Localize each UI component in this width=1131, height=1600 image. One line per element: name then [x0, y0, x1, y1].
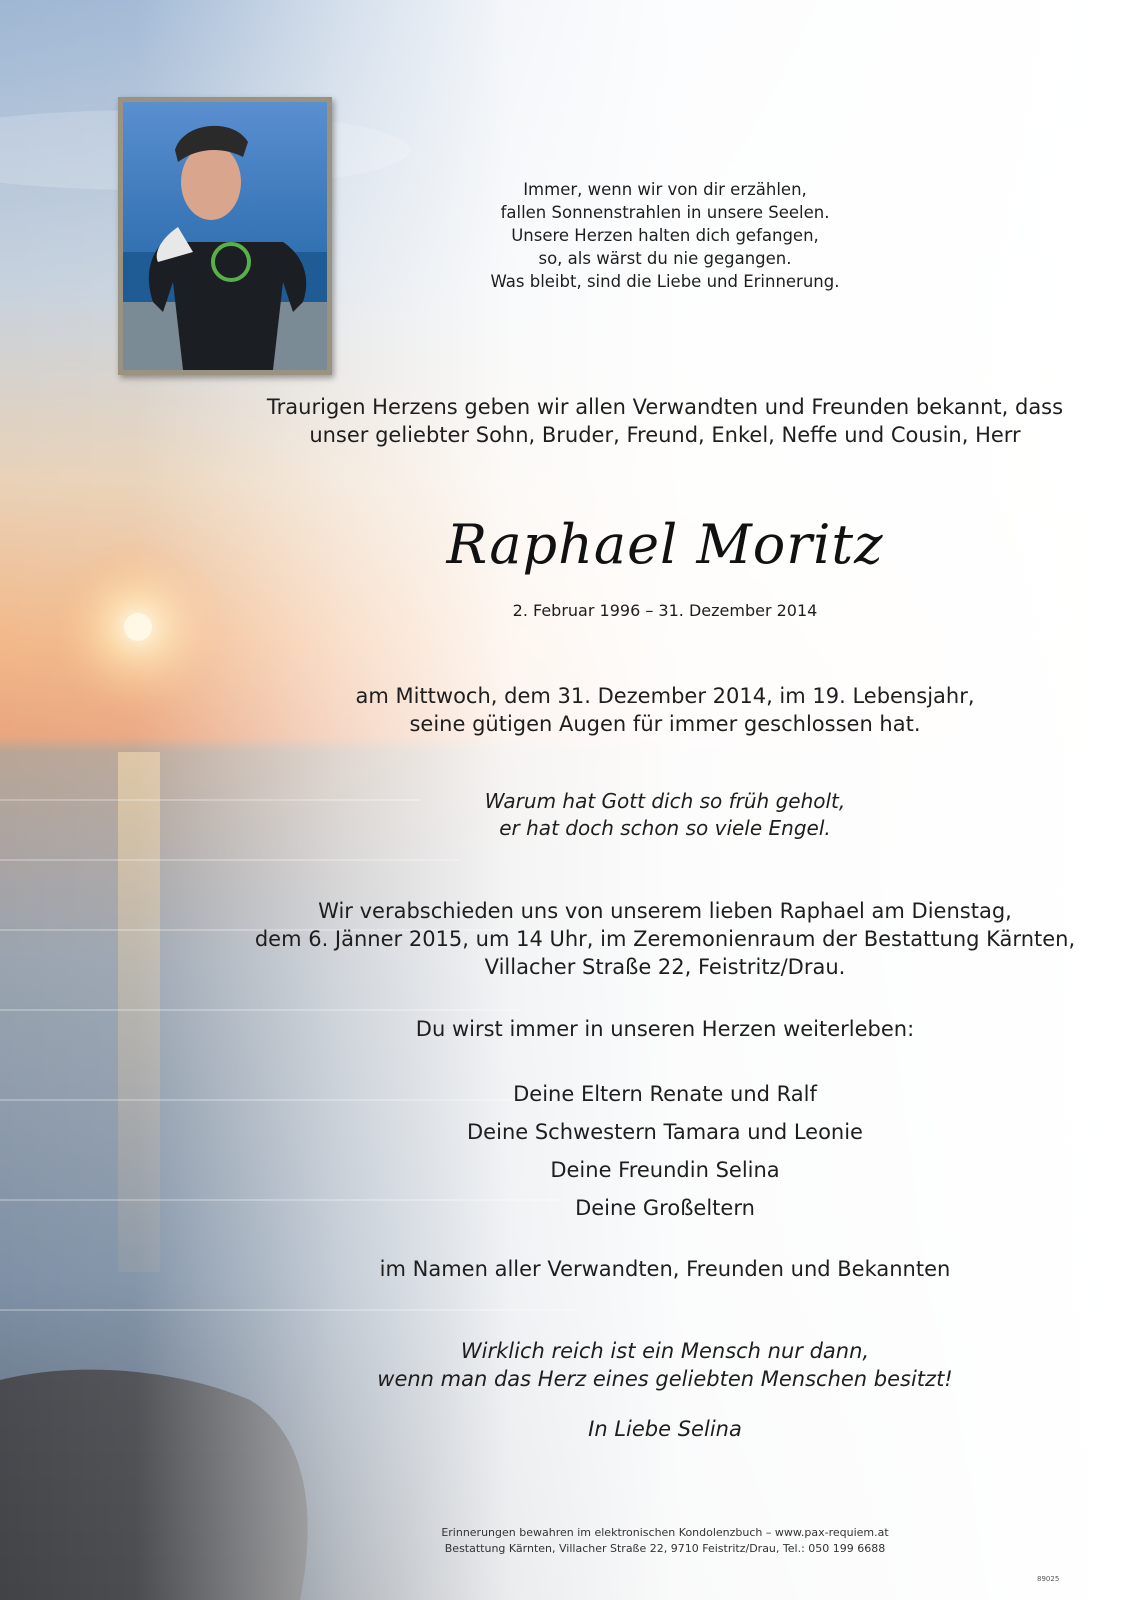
deceased-name: Raphael Moritz	[446, 513, 884, 576]
intro-line: unser geliebter Sohn, Bruder, Freund, Enkel, Neffe und Cousin, Herr	[309, 423, 1021, 447]
portrait-photo-icon	[123, 102, 327, 370]
funeral-details	[240, 897, 1090, 981]
poem-line: Unsere Herzen halten dich gefangen,	[511, 226, 819, 245]
death-line: am Mittwoch, dem 31. Dezember 2014, im 19. Lebensjahr,	[355, 684, 975, 708]
mourner-item: Deine Eltern Renate und Ralf	[513, 1082, 817, 1106]
poem-line: Was bleibt, sind die Liebe und Erinnerung.	[490, 272, 840, 291]
mourners-list	[400, 1075, 930, 1227]
verse-angels	[420, 788, 910, 842]
verse-line: Wirklich reich ist ein Mensch nur dann,	[460, 1339, 870, 1363]
mourner-item: Deine Freundin Selina	[550, 1158, 780, 1182]
footer	[340, 1525, 990, 1557]
poem-line: fallen Sonnenstrahlen in unsere Seelen.	[500, 203, 830, 222]
funeral-line: Villacher Straße 22, Feistritz/Drau.	[484, 955, 846, 979]
announcement-intro	[255, 393, 1075, 449]
death-notice	[320, 682, 1010, 738]
verse-line: er hat doch schon so viele Engel.	[499, 816, 831, 840]
footer-line: Erinnerungen bewahren im elektronischen Kondolenzbuch – www.pax-requiem.at	[441, 1526, 889, 1539]
portrait-photo-frame	[118, 97, 332, 375]
verse-rich-heart	[330, 1337, 1000, 1393]
death-line: seine gütigen Augen für immer geschlossen hat.	[409, 712, 921, 736]
life-dates: 2. Februar 1996 – 31. Dezember 2014	[512, 601, 818, 620]
on-behalf-line: im Namen aller Verwandten, Freunden und Bekannten	[379, 1257, 951, 1281]
reference-code: 89025	[1037, 1575, 1060, 1583]
signature: In Liebe Selina	[588, 1417, 742, 1441]
poem-line: Immer, wenn wir von dir erzählen,	[523, 180, 807, 199]
funeral-line: dem 6. Jänner 2015, um 14 Uhr, im Zeremonienraum der Bestattung Kärnten,	[254, 927, 1076, 951]
mourner-item: Deine Großeltern	[575, 1196, 755, 1220]
poem-line: so, als wärst du nie gegangen.	[538, 249, 792, 268]
verse-line: Warum hat Gott dich so früh geholt,	[484, 789, 846, 813]
verse-line: wenn man das Herz eines geliebten Menschen besitzt!	[377, 1367, 953, 1391]
mourner-item: Deine Schwestern Tamara und Leonie	[467, 1120, 863, 1144]
funeral-line: Wir verabschieden uns von unserem lieben Raphael am Dienstag,	[318, 899, 1012, 923]
heart-line: Du wirst immer in unseren Herzen weiterleben:	[415, 1017, 915, 1041]
footer-line: Bestattung Kärnten, Villacher Straße 22, 9710 Feistritz/Drau, Tel.: 050 199 6688	[444, 1542, 886, 1555]
opening-poem	[420, 178, 910, 293]
intro-line: Traurigen Herzens geben wir allen Verwandten und Freunden bekannt, dass	[266, 395, 1064, 419]
